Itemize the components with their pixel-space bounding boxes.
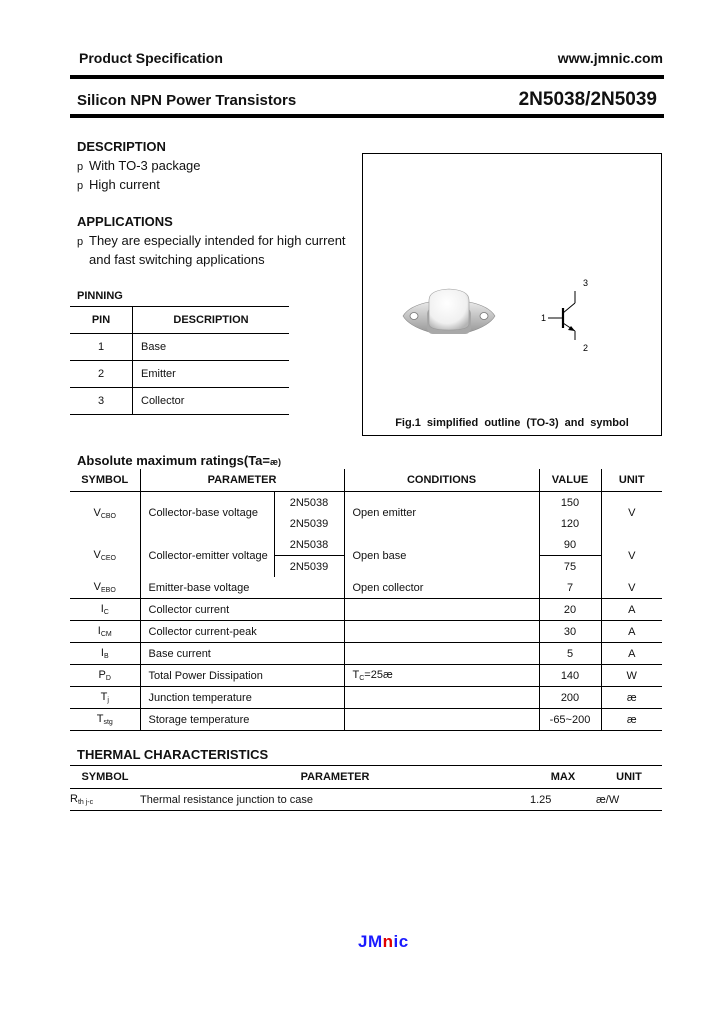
thermal-table	[70, 765, 662, 811]
pinning-heading: PINNING	[77, 290, 123, 302]
jmnic-logo: JMnic	[358, 932, 409, 951]
npn-transistor-symbol-icon	[539, 276, 599, 356]
to3-package-image	[399, 284, 499, 344]
table-row: 1 Base	[70, 334, 289, 361]
svg-text:3: 3	[583, 278, 589, 288]
table-row: $P_D$ Total Power Dissipation $T_C=25æ$ 140 W	[70, 665, 662, 687]
col-header-description: DESCRIPTION	[133, 307, 290, 334]
table-row: 2N5039 75	[70, 556, 662, 578]
table-row: $T_{stg}$ Storage temperature -65~200 æ	[70, 709, 662, 731]
table-row: $I_{CM}$ Collector current-peak 30 A	[70, 621, 662, 643]
table-row: $V_{EBO}$ Emitter-base voltage Open collector 7 V	[70, 577, 662, 599]
table-row: $T_j$ Junction temperature 200 æ	[70, 687, 662, 709]
table-row: $V_{CBO}$ Collector-base voltage 2N5038 Open emitter 150 V	[70, 492, 662, 514]
applications-item-cont: and fast switching applications	[89, 252, 265, 267]
table-row: $R_{th j-c}$ Thermal resistance junction to case 1.25 æ/W	[70, 789, 662, 811]
bullet-icon: p	[77, 180, 84, 192]
applications-heading: APPLICATIONS	[77, 214, 173, 229]
figure-caption: Fig.1 simplified outline (TO-3) and symbol	[395, 417, 629, 429]
svg-text:1: 1	[541, 313, 547, 323]
table-header-row: SYMBOL PARAMETER MAX UNIT	[70, 766, 662, 789]
part-numbers: 2N5038/2N5039	[518, 89, 657, 110]
svg-text:2: 2	[583, 343, 589, 353]
document-title: Silicon NPN Power Transistors	[77, 92, 297, 109]
table-row: $I_C$ Collector current 20 A	[70, 599, 662, 621]
table-row: 2N5039 120	[70, 513, 662, 534]
abs-max-heading: Absolute maximum ratings(Ta=æ)	[77, 453, 281, 468]
table-row: 3 Collector	[70, 388, 289, 415]
description-heading: DESCRIPTION	[77, 139, 166, 154]
pinning-table	[70, 306, 289, 415]
col-header-pin: PIN	[70, 307, 133, 334]
figure-box	[362, 153, 662, 436]
table-header-row	[70, 307, 289, 334]
doc-type-label: Product Specification	[79, 50, 223, 66]
table-row: 2 Emitter	[70, 361, 289, 388]
applications-item: p They are especially intended for high current	[77, 233, 346, 248]
bullet-icon: p	[77, 161, 84, 173]
table-row: $V_{CEO}$ Collector-emitter voltage 2N5038 Open base 90 V	[70, 534, 662, 556]
abs-max-ratings-table	[70, 469, 662, 731]
title-rule	[70, 114, 664, 118]
table-row: $I_B$ Base current 5 A	[70, 643, 662, 665]
description-item: p With TO-3 package	[77, 158, 201, 173]
website-link[interactable]: www.jmnic.com	[557, 50, 663, 66]
description-item: p High current	[77, 177, 160, 192]
table-header-row: SYMBOL PARAMETER CONDITIONS VALUE UNIT	[70, 469, 662, 492]
header-rule	[70, 75, 664, 79]
thermal-heading: THERMAL CHARACTERISTICS	[77, 747, 269, 762]
bullet-icon: p	[77, 236, 84, 248]
